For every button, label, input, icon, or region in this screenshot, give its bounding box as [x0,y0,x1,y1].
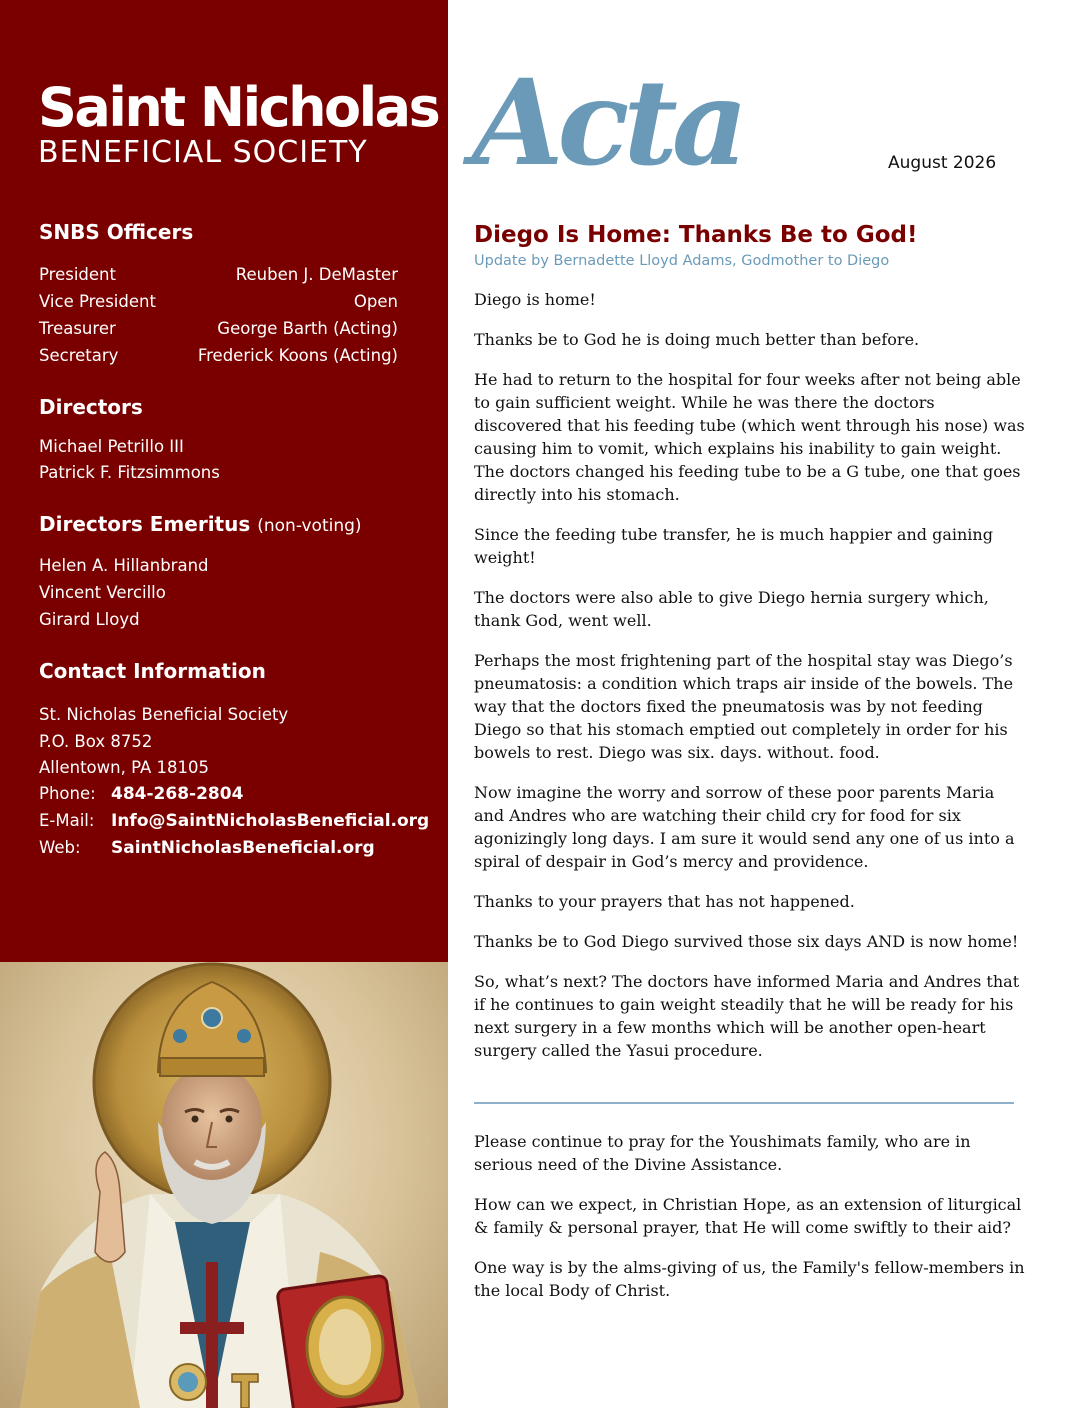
article-paragraph: Thanks be to God Diego survived those six days AND is now home! [474,932,1019,951]
contact-box: P.O. Box 8752 [39,732,153,751]
officer-row [39,345,398,367]
society-subtitle: BENEFICIAL SOCIETY [38,135,368,170]
officer-name: George Barth (Acting) [217,319,398,338]
emeritus-heading [39,511,362,539]
emeritus-name: Vincent Vercillo [39,583,166,602]
officer-name: Frederick Koons (Acting) [197,346,398,365]
article-paragraph: Thanks to your prayers that has not happened. [474,892,855,911]
officer-role: Treasurer [39,319,116,338]
officer-row [39,291,398,313]
article-paragraph: Thanks be to God he is doing much better than before. [474,330,920,349]
society-name: Saint Nicholas [38,76,439,139]
officer-name: Reuben J. DeMaster [235,265,398,284]
newsletter-masthead: Acta [472,53,743,192]
closing-paragraph: How can we expect, in Christian Hope, as an extension of liturgical & family & personal prayer, that He will come swiftly to their aid? [474,1195,1022,1237]
sidebar [0,0,448,962]
officer-row [39,264,398,286]
closing-paragraph: Please continue to pray for the Youshimats family, who are in serious need of the Divine Assistance. [474,1132,971,1174]
article-paragraph: He had to return to the hospital for four weeks after not being able to gain sufficient weight. While he was there the doctors discovered that his feeding tube (which went through his nose) was causing him to vomit, which explains his inability to gain weight. The doctors changed his feeding tube to be a G tube, one that goes directly into his stomach. [474,370,1025,504]
article-paragraph: So, what’s next? The doctors have informed Maria and Andres that if he continues to gain weight steadily that he will be ready for his next surgery in a few months which will be another open-heart surgery called the Yasui procedure. [474,972,1020,1060]
closing-body [474,1130,1026,1319]
section-divider [474,1102,1014,1104]
contact-city: Allentown, PA 18105 [39,758,209,777]
officer-name: Open [353,292,398,311]
closing-paragraph: One way is by the alms-giving of us, the Family's fellow-members in the local Body of Christ. [474,1258,1025,1300]
officer-row [39,318,398,340]
directors-heading: Directors [39,395,143,419]
article-paragraph: Now imagine the worry and sorrow of these poor parents Maria and Andres who are watching their child cry for food for six agonizingly long days. I am sure it would send any one of us into a spiral of despair in God’s mercy and providence. [474,783,1015,871]
article-paragraph: Perhaps the most frightening part of the hospital stay was Diego’s pneumatosis: a condition which traps air inside of the bowels. The way that the doctors fixed the pneumatosis was by not feeding Diego so that his stomach emptied out completely in order for his bowels to rest. Diego was six. days. without. food. [474,651,1014,762]
contact-web-row [39,837,375,859]
saint-nicholas-icon-image [0,962,448,1408]
emeritus-note: (non-voting) [257,516,362,536]
emeritus-name: Helen A. Hillanbrand [39,556,209,575]
phone-label: Phone: [39,784,96,803]
web-link[interactable]: SaintNicholasBeneficial.org [111,838,375,858]
article-body [474,288,1026,1079]
contact-org: St. Nicholas Beneficial Society [39,705,289,724]
web-label: Web: [39,838,81,857]
contact-phone-row [39,783,243,805]
director-name: Michael Petrillo III [39,437,184,456]
emeritus-title: Directors Emeritus [39,512,251,536]
email-link[interactable]: Info@SaintNicholasBeneficial.org [111,811,430,831]
issue-date: August 2026 [888,153,997,173]
officers-heading: SNBS Officers [39,220,194,244]
email-label: E-Mail: [39,811,95,830]
officer-role: President [39,265,116,284]
contact-email-row [39,810,429,832]
phone-link[interactable]: 484-268-2804 [111,784,244,804]
contact-heading: Contact Information [39,659,266,683]
article-byline: Update by Bernadette Lloyd Adams, Godmother to Diego [474,253,890,269]
director-name: Patrick F. Fitzsimmons [39,463,220,482]
article-paragraph: Diego is home! [474,290,596,309]
officer-role: Secretary [39,346,119,365]
officer-role: Vice President [39,292,156,311]
saint-icon-illustration [0,962,448,1408]
emeritus-name: Girard Lloyd [39,610,140,629]
article-paragraph: The doctors were also able to give Diego hernia surgery which, thank God, went well. [474,588,989,630]
article-title: Diego Is Home: Thanks Be to God! [474,222,918,248]
article-paragraph: Since the feeding tube transfer, he is much happier and gaining weight! [474,525,993,567]
